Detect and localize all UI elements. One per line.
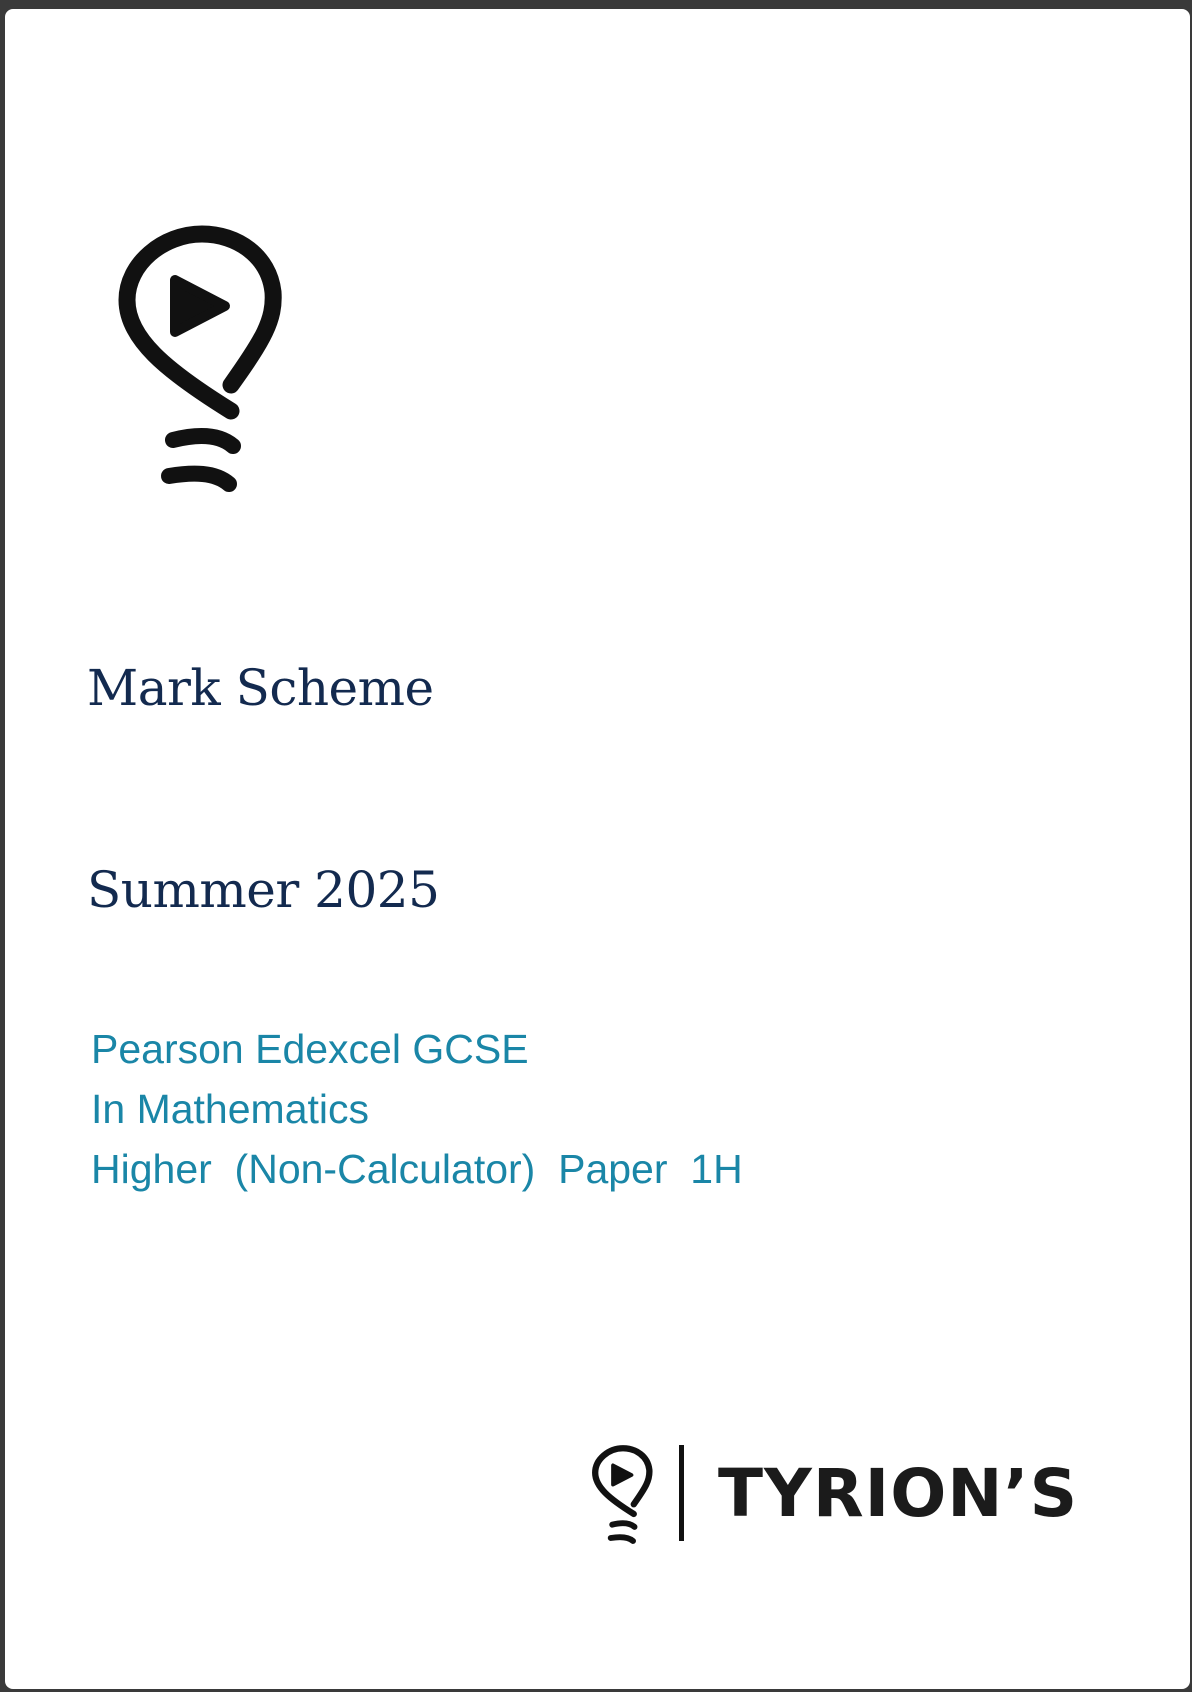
lightbulb-play-icon <box>590 1443 656 1547</box>
lightbulb-play-icon <box>113 220 291 500</box>
document-page <box>5 9 1190 1689</box>
exam-session: Summer 2025 <box>87 861 440 919</box>
document-title: Mark Scheme <box>87 659 434 717</box>
paper-line: Higher (Non-Calculator) Paper 1H <box>91 1146 743 1192</box>
brand-name: TYRION’S <box>718 1455 1079 1532</box>
brand-logo-lockup <box>590 1441 1090 1545</box>
brand-divider <box>679 1445 684 1541</box>
subject-line: In Mathematics <box>91 1086 369 1132</box>
exam-details <box>91 1019 743 1199</box>
exam-board-line: Pearson Edexcel GCSE <box>91 1026 529 1072</box>
